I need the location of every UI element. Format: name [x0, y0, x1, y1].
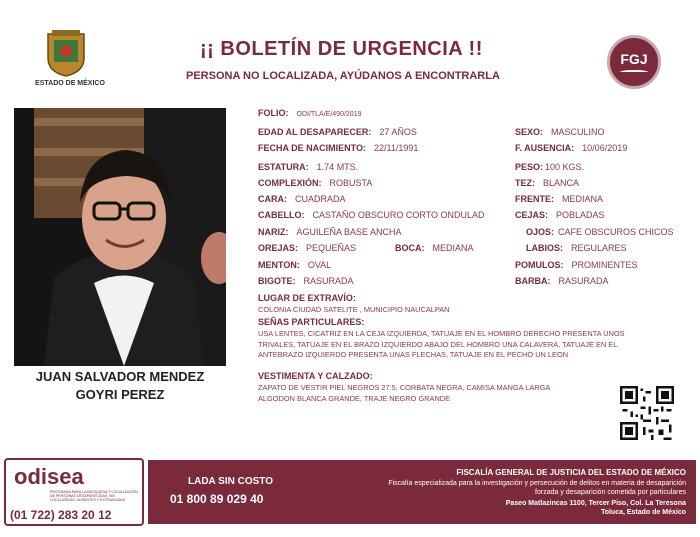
senas-line: USA LENTES, CICATRIZ EN LA CEJA IZQUIERDA, TATUAJE EN EL HOMBRO DERECHO PRESENTA UNOS [258, 329, 625, 338]
field-label: BIGOTE: [258, 276, 296, 286]
field-label: FRENTE: [515, 194, 554, 204]
bulletin-title: ¡¡ BOLETÍN DE URGENCIA !! [200, 38, 483, 60]
field-value: MEDIANA [432, 243, 474, 253]
senas-label: SEÑAS PARTICULARES: [258, 317, 365, 327]
field-value: PEQUEÑAS [306, 243, 357, 253]
field-label: FOLIO: [258, 108, 289, 118]
odisea-logo: odisea [14, 464, 84, 489]
field-edad [258, 127, 417, 137]
lada-number[interactable]: 01 800 89 029 40 [170, 492, 264, 506]
fiscalia-bar [148, 460, 696, 524]
field-value: 100 KGS. [545, 162, 585, 172]
odisea-phone[interactable]: (01 722) 283 20 12 [10, 508, 112, 522]
field-bigote [258, 276, 354, 286]
field-value: BLANCA [543, 178, 580, 188]
vestimenta-label: VESTIMENTA Y CALZADO: [258, 371, 373, 381]
field-tez [515, 178, 579, 188]
person-name-line2: GOYRI PEREZ [75, 387, 165, 402]
field-value: ROBUSTA [329, 178, 373, 188]
field-complexion [258, 178, 372, 188]
fiscalia-title: FISCALÍA GENERAL DE JUSTICIA DEL ESTADO DE MÉXICO [456, 468, 686, 477]
field-boca [395, 243, 474, 253]
field-label: NARIZ: [258, 227, 289, 237]
field-label: TEZ: [515, 178, 535, 188]
field-folio [258, 108, 361, 118]
field-value: POBLADAS [556, 210, 605, 220]
field-label: CABELLO: [258, 210, 305, 220]
field-label: LABIOS: [526, 243, 563, 253]
fgj-logo-text: FGJ [620, 51, 648, 67]
missing-person-photo [14, 108, 226, 366]
field-value: RASURADA [303, 276, 354, 286]
field-value: 22/11/1991 [374, 143, 419, 153]
field-ausencia [515, 143, 627, 153]
senas-line: ANTEBRAZO IZQUIERDO PRESENTA UNAS FLECHAS, TATUAJE EN EL PECHO UN LEON [258, 350, 569, 359]
senas-text [258, 329, 698, 361]
field-label: ESTATURA: [258, 162, 309, 172]
fiscalia-address [506, 499, 686, 517]
senas-line: TRIVALES, TATUAJE EN EL BRAZO IZQUIERDO ABAJO DEL HOMBRO UNA CALAVERA, TATUAJE EN EL [258, 339, 618, 349]
field-label: MENTON: [258, 260, 300, 270]
person-name [14, 368, 226, 404]
field-value: PROMINENTES [571, 260, 638, 270]
field-value: 1.74 MTS. [316, 162, 359, 172]
vestimenta-line: ZAPATO DE VESTIR PIEL NEGROS 27.5, CORBATA NEGRA, CAMISA MANGA LARGA [258, 383, 551, 392]
field-value: MEDIANA [562, 194, 604, 204]
field-barba [515, 276, 609, 286]
field-label: COMPLEXIÓN: [258, 178, 322, 188]
lada-label: LADA SIN COSTO [188, 476, 274, 487]
field-label: POMULOS: [515, 260, 564, 270]
field-orejas [258, 243, 356, 253]
field-label: BARBA: [515, 276, 551, 286]
field-value: REGULARES [571, 243, 627, 253]
field-label: CARA: [258, 194, 287, 204]
field-label: F. AUSENCIA: [515, 143, 575, 153]
field-label: OREJAS: [258, 243, 299, 253]
extravio-label: LUGAR DE EXTRAVÍO: [258, 293, 356, 303]
field-value: 10/06/2019 [582, 143, 628, 153]
field-menton [258, 260, 331, 270]
field-label: BOCA: [395, 243, 425, 253]
field-pomulos [515, 260, 638, 270]
fiscalia-description: Fiscalía especializada para la investigación y persecución de delitos en materia de desaparición forzada y desaparición cometida por particulares [388, 480, 686, 496]
field-cejas [515, 210, 605, 220]
field-label: CEJAS: [515, 210, 549, 220]
field-label: OJOS: [526, 227, 555, 237]
field-label: FECHA DE NACIMIENTO: [258, 143, 366, 153]
field-frente [515, 194, 603, 204]
address-line: Toluca, Estado de México [600, 509, 686, 516]
qr-code-icon[interactable] [620, 386, 674, 440]
field-peso [515, 162, 584, 172]
field-estatura [258, 162, 358, 172]
vestimenta-line: ALGODON BLANCA GRANDE, TRAJE NEGRO GRANDE [258, 393, 451, 403]
field-sexo [515, 127, 605, 137]
field-value: ODI/TLA/E/490/2019 [296, 111, 362, 118]
extravio-value: COLONIA CIUDAD SATELITE , MUNICIPIO NAUCALPAN [258, 305, 450, 314]
field-nacimiento [258, 143, 418, 153]
field-value: 27 AÑOS [379, 127, 417, 137]
field-cabello [258, 210, 485, 220]
person-name-line1: JUAN SALVADOR MENDEZ [35, 369, 205, 384]
field-value: OVAL [307, 260, 332, 270]
field-nariz [258, 227, 402, 237]
field-label: EDAD AL DESAPARECER: [258, 127, 372, 137]
fgj-logo [607, 35, 661, 89]
field-ojos [526, 227, 674, 237]
address-line: Paseo Matlazincas 1100, Tercer Piso, Col. La Teresona [505, 500, 686, 507]
odisea-subtitle: PROGRAMA PARA LA BÚSQUEDA Y LOCALIZACIÓN DE PERSONAS DESAPARECIDAS, NO LOCALIZADAS, AUSENTES Y EXTRAVIADAS [50, 490, 138, 502]
bulletin-subtitle: PERSONA NO LOCALIZADA, AYÚDANOS A ENCONTRARLA [186, 70, 500, 82]
field-label: PESO: [515, 162, 544, 172]
field-label: SEXO: [515, 127, 544, 137]
seal-caption: ESTADO DE MÉXICO [35, 80, 105, 87]
field-value: MASCULINO [551, 127, 605, 137]
field-labios [526, 243, 627, 253]
estado-de-mexico-seal-icon [44, 28, 88, 78]
field-cara [258, 194, 346, 204]
field-value: RASURADA [558, 276, 609, 286]
field-value: CUADRADA [295, 194, 346, 204]
field-value: AGUILEÑA BASE ANCHA [296, 227, 402, 237]
field-value: CAFE OBSCUROS CHICOS [558, 227, 674, 237]
field-value: CASTAÑO OBSCURO CORTO ONDULAD [312, 210, 485, 220]
odisea-box [4, 458, 144, 526]
footer [4, 458, 696, 530]
